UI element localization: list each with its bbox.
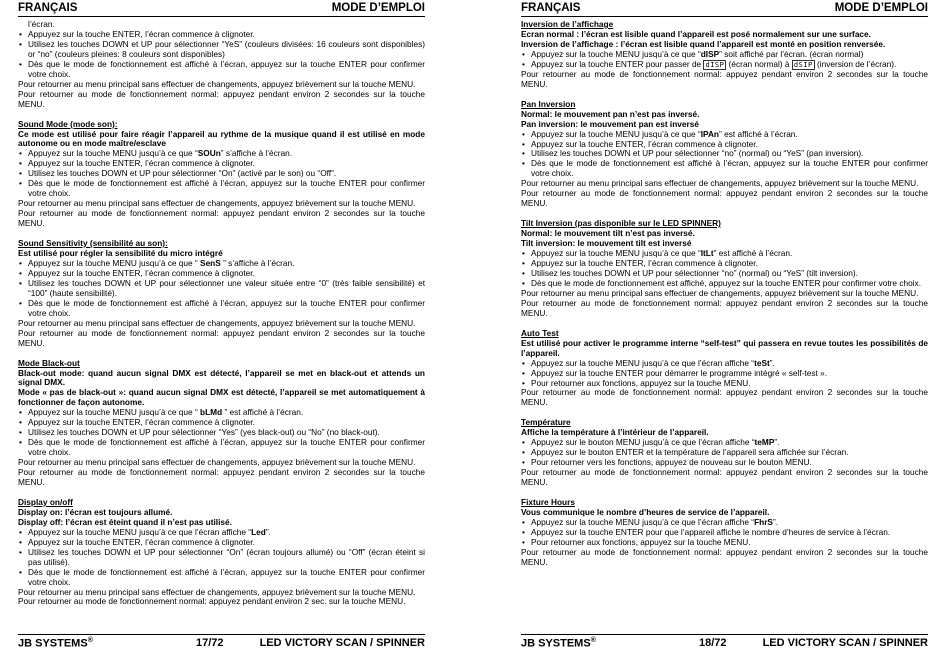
section-description: Display on: l’écran est toujours allumé. — [18, 506, 173, 517]
section-description: Tilt inversion: le mouvement tilt est inversé — [521, 238, 692, 249]
section-title: Display on/off — [18, 496, 73, 507]
list-item: • Appuyez sur la touche MENU jusqu’à ce que “ SenS ” s’affiche à l’écran. — [18, 259, 425, 269]
list-item: • Dès que le mode de fonctionnement est affiché à l’écran, appuyez sur la touche ENTER pour confirmer votre choix. — [18, 568, 425, 588]
list-item: • Pour retourner aux fonctions, appuyez sur la touche MENU. — [521, 538, 928, 548]
list-item: • Utilisez les touches DOWN et UP pour sélectionner une valeur située entre “0” (très faible sensibilité) et “100” (haute sensibilité). — [18, 279, 425, 299]
lcd-normal-icon: dISP — [705, 60, 725, 69]
section-description: Inversion de l’affichage : l’écran est lisible quand l’appareil est monté en position renversée. — [521, 38, 886, 49]
section-description: Ce mode est utilisé pour faire réagir l’appareil au rythme de la musique quand il est utilisé en mode autonome ou en mode maître/esclave — [18, 128, 425, 149]
section-description: Est utilisé pour activer le programme interne “self-test” qui passera en revue toutes les possibilités de l’appareil. — [521, 337, 928, 358]
page-number: 17/72 — [196, 637, 224, 649]
section-title: Pan Inversion — [521, 98, 576, 109]
footer-brand: JB SYSTEMS® — [521, 637, 596, 650]
lcd-inverted-icon: dSIP — [793, 60, 813, 69]
list-item: • Appuyez sur la touche ENTER, l’écran commence à clignoter. — [18, 269, 425, 279]
list-item: • Dès que le mode de fonctionnement est affiché, appuyez sur la touche ENTER pour confirmer votre choix. — [521, 279, 928, 289]
section-description: Mode « pas de black-out »: quand aucun signal DMX est détecté, l’appareil se met automatiquement à fonctionner de façon autonome. — [18, 387, 425, 408]
list-item: • Dès que le mode de fonctionnement est affiché à l’écran, appuyez sur la touche ENTER pour confirmer votre choix. — [18, 179, 425, 199]
section-blackout — [18, 359, 425, 488]
list-item: • Appuyez sur la touche MENU jusqu’à ce que l’écran affiche “Led”. — [18, 528, 425, 538]
paragraph: Pour retourner au menu principal sans effectuer de changements, appuyez brièvement sur la touche MENU. — [18, 457, 416, 468]
display-code: dISP — [700, 48, 720, 59]
list-item: • Utilisez les touches DOWN et UP pour sélectionner “On” (activé par le son) ou “Off”. — [18, 169, 425, 179]
bullet-list — [18, 149, 425, 199]
list-item: • Utilisez les touches DOWN et UP pour sélectionner “no” (normal) ou “YeS” (pan inversion). — [521, 149, 928, 159]
footer-rule — [521, 634, 928, 635]
section-description: Display off: l’écran est éteint quand il n’est pas utilisé. — [18, 516, 232, 527]
section-description: Est utilisé pour régler la sensibilité du micro intégré — [18, 248, 223, 259]
paragraph: Pour retourner au mode de fonctionnement normal: appuyez pendant environ 2 secondes sur la touche MENU. — [521, 297, 928, 318]
list-item: • Pour retourner aux fonctions, appuyez sur la touche MENU. — [521, 379, 928, 389]
page-content — [18, 20, 425, 607]
bullet-list — [18, 528, 425, 588]
section-display-inversion — [521, 20, 928, 90]
list-item: • Appuyez sur la touche MENU jusqu’à ce que “SOUn” s’affiche à l’écran. — [18, 149, 425, 159]
bullet-list — [521, 249, 928, 289]
list-item: • Appuyez sur la touche ENTER, l’écran commence à clignoter. — [521, 259, 928, 269]
paragraph: Pour retourner au mode de fonctionnement normal: appuyez pendant environ 2 secondes sur la touche MENU. — [521, 546, 928, 567]
section-intro — [18, 20, 425, 110]
footer-brand: JB SYSTEMS® — [18, 637, 93, 650]
list-item: • Dès que le mode de fonctionnement est affiché à l’écran, appuyez sur la touche ENTER pour confirmer votre choix. — [521, 159, 928, 179]
section-fixture-hours — [521, 498, 928, 568]
section-title: Mode Black-out — [18, 357, 80, 368]
section-description: Normal: le mouvement pan n’est pas inversé. — [521, 108, 700, 119]
header-rule — [18, 16, 425, 17]
paragraph: Pour retourner au menu principal sans effectuer de changements, appuyez brièvement sur la touche MENU. — [18, 78, 416, 89]
section-display — [18, 498, 425, 607]
paragraph: Pour retourner au menu principal sans effectuer de changements, appuyez brièvement sur la touche MENU. — [18, 586, 416, 597]
section-description: Pan inversion: le mouvement pan est inversé — [521, 118, 699, 129]
bullet-list — [18, 408, 425, 458]
list-item: • Appuyez sur la touche ENTER, l’écran commence à clignoter. — [18, 538, 425, 548]
list-item: • Appuyez sur le bouton ENTER et la température de l’appareil sera affichée sur l’écran. — [521, 448, 928, 458]
paragraph: Pour retourner au mode de fonctionnement normal: appuyez pendant environ 2 secondes sur la touche MENU. — [521, 188, 928, 209]
section-tilt-inversion — [521, 219, 928, 319]
section-sound-sensitivity — [18, 239, 425, 348]
page-number: 18/72 — [699, 637, 727, 649]
footer-rule — [18, 634, 425, 635]
paragraph: Pour retourner au mode de fonctionnement normal: appuyez pendant environ 2 secondes sur la touche MENU. — [18, 88, 425, 109]
section-description: Normal: le mouvement tilt n’est pas inversé. — [521, 228, 695, 239]
section-title: Inversion de l’affichage — [521, 19, 614, 29]
section-title: Sound Mode (mode son): — [18, 118, 118, 129]
header-title: MODE D’EMPLOI — [331, 2, 425, 14]
section-auto-test — [521, 329, 928, 409]
page-right — [521, 0, 928, 654]
paragraph: Pour retourner au mode de fonctionnement normal: appuyez pendant environ 2 secondes sur la touche MENU. — [18, 467, 425, 487]
continued-text: l’écran. — [28, 19, 55, 29]
display-code: FhrS — [754, 516, 773, 527]
header-language: FRANÇAIS — [18, 2, 78, 14]
section-title: Sound Sensitivity (sensibilité au son): — [18, 238, 168, 249]
section-description: Black-out mode: quand aucun signal DMX est détecté, l’appareil se met en black-out et attends un signal DMX. — [18, 367, 425, 388]
bullet-list — [521, 518, 928, 548]
display-code: bLMd — [200, 407, 223, 418]
list-item: • Appuyez sur la touche MENU jusqu’à ce que “ItLt” est affiché à l’écran. — [521, 249, 928, 259]
bullet-list — [18, 259, 425, 319]
list-item: • Dès que le mode de fonctionnement est affiché à l’écran, appuyez sur la touche ENTER pour confirmer votre choix. — [18, 438, 425, 458]
list-item: • Appuyez sur la touche ENTER pour que l’appareil affiche le nombre d’heures de service à l’écran. — [521, 528, 928, 538]
list-item: • Appuyez sur la touche ENTER, l’écran commence à clignoter. — [18, 418, 425, 428]
list-item: • Utilisez les touches DOWN et UP pour sélectionner “Yes” (yes black-out) ou “No” (no black-out). — [18, 428, 425, 438]
list-item: • Appuyez sur la touche ENTER pour démarrer le programme intégré « self-test ». — [521, 369, 928, 379]
display-code: IPAn — [700, 128, 720, 139]
section-description: Affiche la température à l’intérieur de l’appareil. — [521, 427, 709, 438]
list-item: • Appuyez sur la touche ENTER pour passer de dISP (écran normal) à dSIP (inversion de l’écran). — [521, 60, 928, 70]
display-code: Led — [251, 526, 266, 537]
header-rule — [521, 16, 928, 17]
header-title: MODE D’EMPLOI — [834, 2, 928, 14]
list-item: • Appuyez sur le bouton MENU jusqu’à ce que l’écran affiche “teMP”. — [521, 438, 928, 448]
list-item: • Dès que le mode de fonctionnement est affiché à l’écran, appuyez sur la touche ENTER pour confirmer votre choix. — [18, 60, 425, 80]
paragraph: Pour retourner au menu principal sans effectuer de changements, appuyez brièvement sur la touche MENU. — [18, 317, 416, 328]
page-footer — [521, 637, 928, 651]
section-pan-inversion — [521, 100, 928, 209]
list-item: • Dès que le mode de fonctionnement est affiché à l’écran, appuyez sur la touche ENTER pour confirmer votre choix. — [18, 299, 425, 319]
list-item: • Appuyez sur la touche ENTER, l’écran commence à clignoter. — [18, 30, 425, 40]
list-item: • Appuyez sur la touche MENU jusqu’à ce que “IPAn” est affiché à l’écran. — [521, 130, 928, 140]
section-description: Ecran normal : l’écran est lisible quand l’appareil est posé normalement sur une surface. — [521, 28, 871, 39]
list-item: • Appuyez sur la touche ENTER, l’écran commence à clignoter. — [18, 159, 425, 169]
paragraph: Pour retourner au mode de fonctionnement normal: appuyez pendant environ 2 secondes sur la touche MENU. — [521, 68, 928, 89]
bullet-list — [521, 438, 928, 468]
section-sound-mode — [18, 120, 425, 229]
paragraph: Pour retourner au menu principal sans effectuer de changements, appuyez brièvement sur la touche MENU. — [521, 178, 919, 189]
list-item: • Appuyez sur la touche MENU jusqu’à ce que “ bLMd ” est affiché à l’écran. — [18, 408, 425, 418]
list-item: • Appuyez sur la touche MENU jusqu’à ce que l’écran affiche “FhrS”. — [521, 518, 928, 528]
bullet-list — [521, 130, 928, 180]
page-footer — [18, 637, 425, 651]
paragraph: Pour retourner au mode de fonctionnement normal: appuyez pendant environ 2 secondes sur la touche MENU. — [521, 467, 928, 488]
paragraph: Pour retourner au mode de fonctionnement normal: appuyez pendant environ 2 sec. sur la touche MENU. — [18, 596, 406, 607]
list-item: • Appuyez sur la touche ENTER, l’écran commence à clignoter. — [521, 140, 928, 150]
section-temperature — [521, 418, 928, 488]
display-code: ItLt — [700, 248, 714, 259]
section-title: Tilt Inversion (pas disponible sur le LED SPINNER) — [521, 218, 721, 229]
page-left — [18, 0, 425, 654]
footer-model: LED VICTORY SCAN / SPINNER — [259, 637, 425, 649]
paragraph: Pour retourner au mode de fonctionnement normal: appuyez pendant environ 2 secondes sur la touche MENU. — [18, 208, 425, 229]
paragraph: Pour retourner au mode de fonctionnement normal: appuyez pendant environ 2 secondes sur la touche MENU. — [18, 327, 425, 348]
section-title: Fixture Hours — [521, 497, 575, 508]
page-content — [521, 20, 928, 568]
paragraph: Pour retourner au mode de fonctionnement normal: appuyez pendant environ 2 secondes sur la touche MENU. — [521, 387, 928, 408]
section-title: Auto Test — [521, 327, 559, 338]
bullet-list — [18, 30, 425, 80]
list-item: • Utilisez les touches DOWN et UP pour sélectionner “YeS” (couleurs divisées: 16 couleurs sont disponibles) or “no” (couleurs pleines: 8 couleurs sont disponibles) — [18, 40, 425, 60]
paragraph: Pour retourner au menu principal sans effectuer de changements, appuyez brièvement sur la touche MENU. — [521, 287, 919, 298]
list-item: • Utilisez les touches DOWN et UP pour sélectionner “no” (normal) ou “YeS” (tilt inversion). — [521, 269, 928, 279]
display-code: SenS — [200, 257, 221, 268]
bullet-list — [521, 359, 928, 389]
list-item: • Pour retourner vers les fonctions, appuyez de nouveau sur le bouton MENU. — [521, 458, 928, 468]
bullet-list — [521, 50, 928, 70]
display-code: teSt — [754, 357, 770, 368]
header-language: FRANÇAIS — [521, 2, 581, 14]
display-code: teMP — [754, 437, 775, 448]
display-code: SOUn — [197, 148, 221, 159]
footer-model: LED VICTORY SCAN / SPINNER — [762, 637, 928, 649]
section-title: Température — [521, 417, 571, 428]
list-item: • Utilisez les touches DOWN et UP pour sélectionner “On” (écran toujours allumé) ou “Off” (écran éteint si pas utilisé). — [18, 548, 425, 568]
section-description: Vous communique le nombre d’heures de service de l’appareil. — [521, 506, 770, 517]
paragraph: Pour retourner au menu principal sans effectuer de changements, appuyez brièvement sur la touche MENU. — [18, 198, 416, 209]
list-item: • Appuyez sur la touche MENU jusqu’à ce que l’écran affiche “teSt”. — [521, 359, 928, 369]
list-item: • Appuyez sur la touche MENU jusqu’à ce que “dISP” soit affiché par l’écran. (écran normal) — [521, 50, 928, 60]
